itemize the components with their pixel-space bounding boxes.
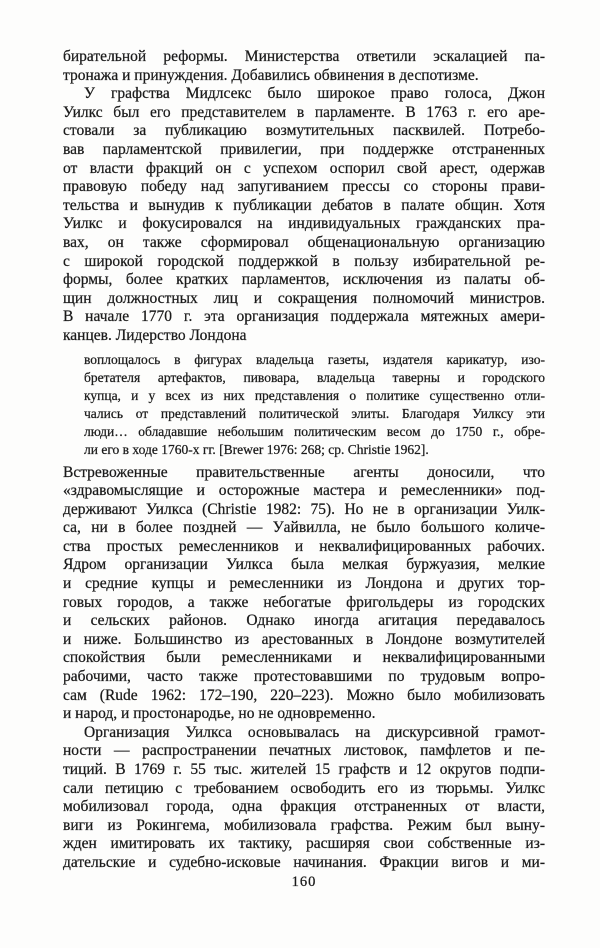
text-line: держивают Уилкса (Christie 1982: 75). Но не в организации Уилк- [63, 500, 545, 518]
text-line: тельства и вынудив к публикации дебатов в палате общин. Хотя [63, 196, 545, 214]
text-line: стовали за публикацию возмутительных пасквилей. Потребо- [63, 122, 545, 140]
text-line: канцев. Лидерство Лондона [63, 326, 247, 344]
text-line: са, ни в более поздней — Уайвилла, не было большого количе- [63, 519, 545, 537]
text-line: люди… обладавшие небольшим политическим весом до 1750 г., обре- [84, 423, 545, 439]
paragraph-organization [63, 724, 545, 873]
text-line: Встревоженные правительственные агенты доносили, что [63, 463, 545, 481]
text-line: тиций. В 1769 г. 55 тыс. жителей 15 графств и 12 округов подпи- [63, 761, 545, 778]
text-line: Организация Уилкса основывалась на дискурсивной грамот- [84, 723, 545, 741]
text-line: тронажа и принуждения. Добавились обвинения в деспотизме. [63, 66, 479, 84]
text-line: Уилкс был его представителем в парламенте. В 1763 г. его аре- [63, 103, 545, 121]
text-line: и сельских районов. Однако иногда агитация передавалось [63, 612, 545, 630]
text-line: воплощалось в фигурах владельца газеты, издателя карикатур, изо- [84, 351, 545, 367]
text-line: и народ, и простонародье, но не одновременно. [63, 705, 376, 723]
text-line: вав парламентской привилегии, при поддержке отстраненных [63, 140, 545, 158]
text-line: У графства Мидлсекс было широкое право голоса, Джон [84, 85, 545, 103]
text-line: вах, он также сформировал общенациональную организацию [63, 233, 545, 251]
text-line: жден имитировать их тактику, расширяя свои собственные из- [63, 835, 545, 853]
text-line: спокойствия были ремесленниками и неквалифицированными [63, 649, 545, 667]
text-line: мобилизовал города, одна фракция отстраненных от власти, [63, 798, 545, 816]
text-line: дательские и судебно-исковые начинания. Фракции вигов и ми- [63, 853, 545, 871]
text-line: сали петицию с требованием освободить его из тюрьмы. Уилкс [63, 779, 545, 797]
text-line: формы, более кратких парламентов, исключения из палаты об- [63, 271, 545, 289]
text-line: бретателя артефактов, пивовара, владельца таверны и городского [84, 369, 545, 385]
text-line: с широкой городской поддержкой в пользу избирательной ре- [63, 252, 545, 270]
text-line: щин должностных лиц и сокращения полномочий министров. [63, 289, 545, 307]
text-line: бирательной реформы. Министерства ответили эскалацией па- [63, 48, 545, 65]
text-line: виги из Рокингема, мобилизовала графства. Режим был выну- [63, 816, 545, 834]
text-line: и средние купцы и ремесленники из Лондона и других тор- [63, 575, 545, 593]
text-line: ли его в ходе 1760-х гг. [Brewer 1976: 268; ср. Christie 1962]. [84, 441, 429, 457]
text-line: чались от представлений политической элиты. Благодаря Уилксу эти [84, 405, 545, 421]
text-line: В начале 1770 г. эта организация поддержала мятежных амери- [63, 308, 545, 326]
text-line: Уилкс и фокусировался на индивидуальных гражданских пра- [63, 215, 545, 233]
text-line: сам (Rude 1962: 172–190, 220–223). Можно было мобилизовать [63, 686, 545, 704]
text-line: «здравомыслящие и осторожные мастера и ремесленники» под- [63, 482, 545, 500]
text-column [63, 48, 545, 873]
paragraph-continuation [63, 48, 545, 85]
text-line: и ниже. Большинство из арестованных в Лондоне возмутителей [63, 630, 545, 648]
text-line: купца, и у всех из них представления о политике существенно отли- [84, 387, 545, 403]
text-line: от власти фракций он с успехом оспорил свой арест, одержав [63, 159, 545, 177]
text-line: правовую победу над запугиванием прессы со стороны прави- [63, 178, 545, 196]
text-line: ства простых ремесленников и неквалифицированных рабочих. [63, 537, 545, 555]
page-number: 160 [291, 874, 317, 890]
text-line: Ядром организации Уилкса была мелкая буржуазия, мелкие [63, 556, 545, 574]
blockquote-brewer [84, 351, 545, 459]
text-line: ности — распространении печатных листовок, памфлетов и пе- [63, 742, 545, 760]
text-line: говых городов, а также небогатые фригольдеры из городских [63, 593, 545, 611]
paragraph-agents [63, 464, 545, 724]
text-line: рабочими, часто также протестовавшими по трудовым вопро- [63, 668, 545, 686]
paragraph-wilkes [63, 85, 545, 345]
